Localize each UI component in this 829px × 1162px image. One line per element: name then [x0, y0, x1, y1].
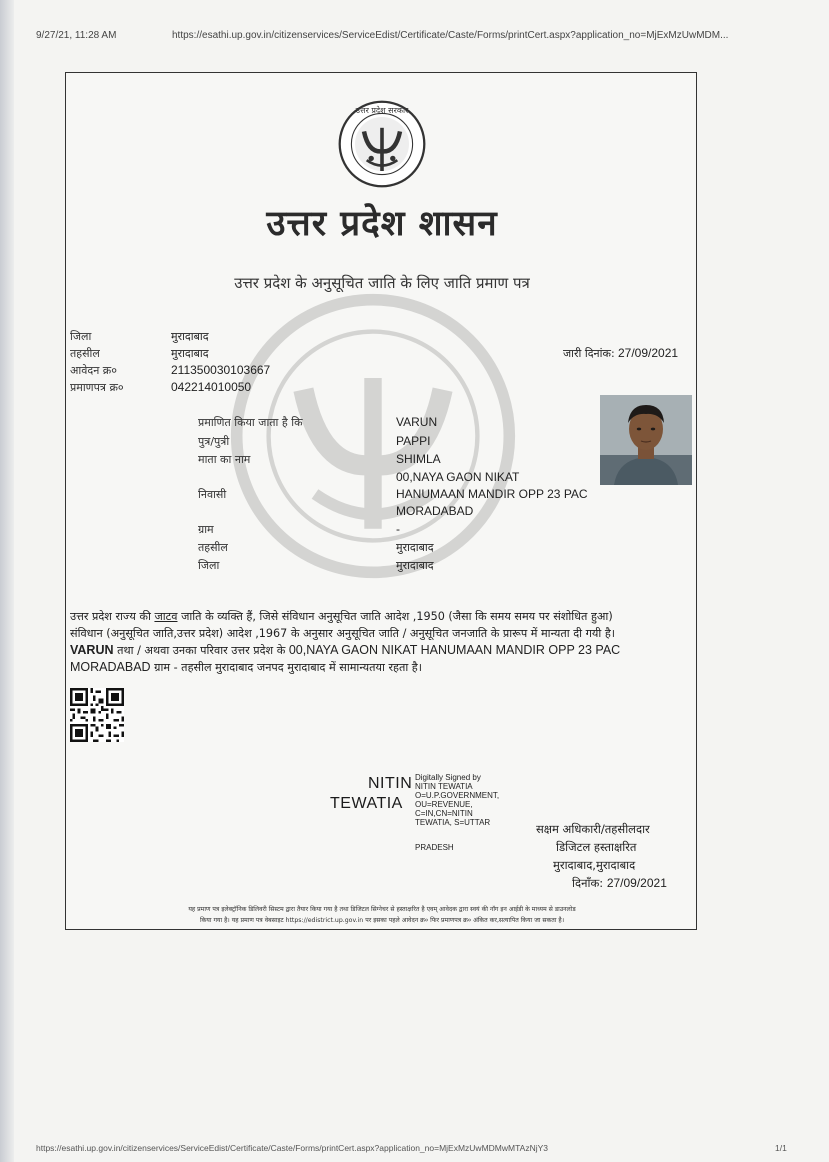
- mother-label: माता का नाम: [198, 453, 251, 466]
- signature-details: [415, 773, 499, 827]
- father-label: पुत्र/पुत्री: [198, 435, 230, 448]
- officer-signed: डिजिटल हस्ताक्षरित: [556, 840, 637, 854]
- officer-date-value: 27/09/2021: [606, 876, 667, 890]
- body-l3-addr: 00,NAYA GAON NIKAT HANUMAAN MANDIR OPP 23 PAC: [288, 643, 621, 657]
- village-label: ग्राम: [198, 523, 214, 536]
- mother-name: SHIMLA: [396, 452, 441, 466]
- meta-tehsil-label: तहसील: [70, 347, 100, 360]
- disclaimer-line-1: यह प्रमाण पत्र इलेक्ट्रॉनिक डिलिवरी सिस्टम द्वारा तैयार किया गया है तथा डिजिटल सिग्नेचर से हस्ताक्षरित है एवम् आवेदक द्वारा स्वयं की नॉग इन आईडी के माध्यम से डाउनलोड: [188, 906, 576, 913]
- applicant-photo: [600, 395, 692, 485]
- person-photo-icon: [600, 395, 692, 485]
- applicant-name: VARUN: [396, 415, 438, 429]
- officer-date: [572, 876, 667, 891]
- caste-name: जाटव: [154, 610, 178, 623]
- emblem-text: उत्तर प्रदेश सरकार: [355, 106, 409, 115]
- body-l4-b: ग्राम - तहसील मुरादाबाद जनपद मुरादाबाद में सामान्यतया रहता है।: [154, 661, 422, 674]
- ds-line-2: NITIN TEWATIA: [415, 782, 473, 791]
- district-label: जिला: [198, 559, 220, 572]
- print-url-header: https://esathi.up.gov.in/citizenservices/ServiceEdist/Certificate/Caste/Forms/printCert.aspx?application_no=MjExMzUwMDM...: [172, 30, 729, 41]
- certify-label: प्रमाणित किया जाता है कि: [198, 416, 303, 429]
- address-line-2: HANUMAAN MANDIR OPP 23 PAC: [396, 487, 588, 501]
- signer-name-line-1: NITIN: [368, 775, 413, 792]
- print-datetime: 9/27/21, 11:28 AM: [36, 30, 117, 41]
- meta-application-label: आवेदन क्र०: [70, 364, 117, 377]
- body-applicant-name: VARUN: [70, 643, 114, 657]
- address-label: निवासी: [198, 488, 227, 501]
- father-name: PAPPI: [396, 434, 431, 448]
- body-line-2: संविधान (अनुसूचित जाति,उत्तर प्रदेश) आदेश ,1967 के अनुसार अनुसूचित जाति / अनुसूचित जनजाति के प्रारूप में मान्यता दी गयी है।: [70, 627, 616, 640]
- body-l1-b: जाति के व्यक्ति हैं, जिसे संविधान अनुसूचित जाति आदेश ,1950 (जैसा कि समय समय पर संशोधित हुआ): [181, 610, 613, 623]
- meta-district-value: मुरादाबाद: [171, 330, 209, 343]
- issue-date: [563, 346, 678, 361]
- address-line-1: 00,NAYA GAON NIKAT: [396, 470, 520, 484]
- issue-date-value: 27/09/2021: [618, 346, 679, 360]
- officer-date-label: दिनाँक:: [572, 876, 604, 890]
- issue-date-label: जारी दिनांक:: [563, 347, 615, 360]
- officer-designation: सक्षम अधिकारी/तहसीलदार: [536, 822, 650, 836]
- disclaimer: [66, 904, 698, 926]
- body-l1-a: उत्तर प्रदेश राज्य की: [70, 610, 151, 623]
- meta-district-label: जिला: [70, 330, 92, 343]
- disclaimer-line-2: किया गया है। यह प्रमाण पत्र वेबसाइट https://edistrict.up.gov.in पर इसका पहले आवेदन क्र० फिर प्रमाणपत्र क्र० अंकित कर,सत्यापित किया जा सकता है।: [199, 917, 565, 924]
- government-title: उत्तर प्रदेश शासन: [266, 203, 498, 244]
- body-l3-a: तथा / अथवा उनका परिवार उत्तर प्रदेश के: [117, 644, 286, 657]
- print-page-number: 1/1: [775, 1143, 787, 1153]
- ds-line-3: O=U.P.GOVERNMENT,: [415, 791, 500, 800]
- meta-certificate-value: 042214010050: [171, 380, 252, 394]
- village-value: -: [396, 522, 400, 536]
- district-value: मुरादाबाद: [396, 559, 434, 572]
- ds-line-7: PRADESH: [415, 843, 454, 852]
- body-l4-addr: MORADABAD: [70, 660, 151, 674]
- meta-tehsil-value: मुरादाबाद: [171, 347, 209, 360]
- up-government-emblem: [337, 99, 427, 189]
- ds-line-1: Digitally Signed by: [415, 773, 481, 782]
- print-url-footer: https://esathi.up.gov.in/citizenservices/ServiceEdist/Certificate/Caste/Forms/printCert.aspx?application_no=MjExMzUwMDMwMTAzNjY3: [36, 1143, 548, 1153]
- certificate-subtitle: उत्तर प्रदेश के अनुसूचित जाति के लिए जाति प्रमाण पत्र: [234, 274, 530, 292]
- body-line-3: [70, 642, 694, 659]
- address-line-3: MORADABAD: [396, 504, 474, 518]
- meta-application-value: 211350030103667: [171, 363, 271, 377]
- ds-line-5: C=IN,CN=NITIN: [415, 809, 473, 818]
- body-line-1: [70, 608, 694, 625]
- ds-line-4: OU=REVENUE,: [415, 800, 473, 809]
- certificate: [65, 72, 697, 930]
- tehsil-value: मुरादाबाद: [396, 541, 434, 554]
- watermark-emblem: [228, 291, 518, 581]
- meta-certificate-label: प्रमाणपत्र क्र०: [70, 381, 124, 394]
- ds-line-6: TEWATIA, S=UTTAR: [415, 818, 491, 827]
- officer-place: मुरादाबाद,मुरादाबाद: [553, 858, 636, 872]
- certificate-body: [70, 608, 694, 676]
- signer-name-line-2: TEWATIA: [330, 795, 403, 812]
- qr-code-icon: [70, 687, 124, 743]
- body-line-4: [70, 659, 694, 676]
- tehsil-label: तहसील: [198, 541, 228, 554]
- scan-edge: [0, 0, 14, 1162]
